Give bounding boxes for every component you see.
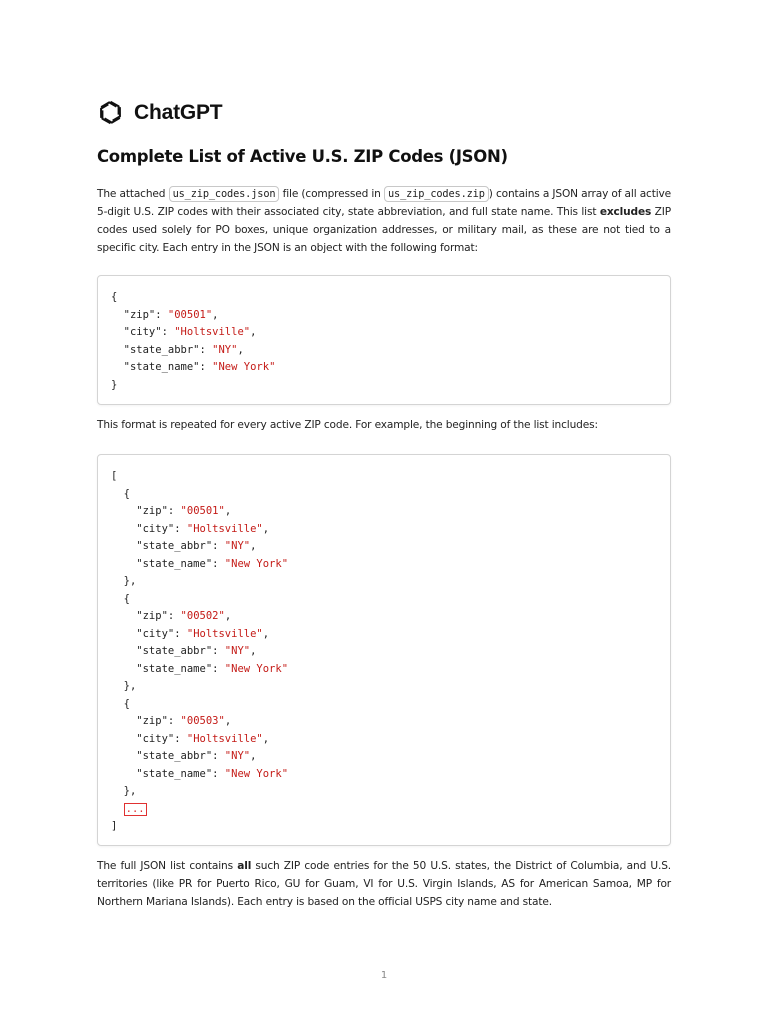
list-code-block — [97, 454, 671, 846]
format-code-block — [97, 275, 671, 405]
zip-filename-code: us_zip_codes.zip — [384, 186, 489, 202]
code-string: "00502" — [180, 610, 225, 622]
document-title: Complete List of Active U.S. ZIP Codes (JSON) — [97, 147, 508, 166]
code-string: "New York" — [224, 767, 289, 780]
summary-text-2: such ZIP code entries for the 50 U.S. states, the District of Columbia, and U.S. territories (like PR for Puerto Rico, GU for Guam, VI for U.S. Virgin Islands, AS for American Samoa, MP for Northern Mariana Islands). Each entry is based on the official USPS city name and state. — [97, 860, 671, 908]
page-number: 1 — [380, 970, 388, 981]
json-filename-code: us_zip_codes.json — [169, 186, 280, 202]
code-string: "Holtsville" — [174, 326, 251, 338]
code-string: "00501" — [180, 505, 225, 517]
intro-text-4: ZIP codes used solely for PO boxes, unique organization addresses, or military mail, as these are not tied to a specific city. Each entry in the JSON is an object with the following format: — [97, 206, 671, 254]
intro-paragraph — [97, 185, 671, 257]
code-string: "New York" — [224, 662, 289, 675]
code-string: "NY" — [224, 750, 251, 762]
ellipsis-marker: ... — [125, 802, 145, 815]
code-string: "00501" — [167, 308, 213, 321]
code-string: "00503" — [180, 715, 225, 727]
code-string: "New York" — [212, 361, 276, 373]
code-string: "NY" — [224, 540, 251, 552]
summary-paragraph — [97, 857, 671, 911]
intro-text-1: The attached — [97, 188, 169, 200]
openai-logo-icon — [97, 99, 124, 126]
summary-text-1: The full JSON list contains — [97, 860, 238, 872]
format-code: { "zip": "00501", "city": "Holtsville", "state_abbr": "NY", "state_name": "New York" } — [111, 291, 276, 391]
excludes-bold: excludes — [599, 206, 652, 218]
code-string: "NY" — [212, 343, 238, 356]
brand-header — [97, 99, 222, 126]
code-string: "New York" — [224, 557, 289, 570]
intro-text-2: file (compressed in — [279, 188, 384, 200]
brand-name: ChatGPT — [134, 100, 223, 124]
example-intro-paragraph: This format is repeated for every active ZIP code. For example, the beginning of the list includes: — [97, 419, 598, 431]
list-code: [ { "zip": "00501", "city": "Holtsville", "state_abbr": "NY", "state_name": "New York" }, { "zip": "00502", "city": "Holtsville", "state_abbr": "NY", "state_name": "New York" }, { "zip": "00503", "city": "Holtsville", "state_abbr": "NY", "state_name": "New York" }, ... ] — [111, 470, 289, 832]
code-string: "Holtsville" — [186, 732, 263, 745]
code-string: "NY" — [224, 645, 251, 657]
intro-text-3: ) contains a JSON array of all active 5-digit U.S. ZIP codes with their associated city, state abbreviation, and full state name. This list — [97, 188, 672, 218]
code-string: "Holtsville" — [186, 522, 263, 535]
code-string: "Holtsville" — [186, 627, 263, 640]
all-bold: all — [237, 860, 252, 872]
